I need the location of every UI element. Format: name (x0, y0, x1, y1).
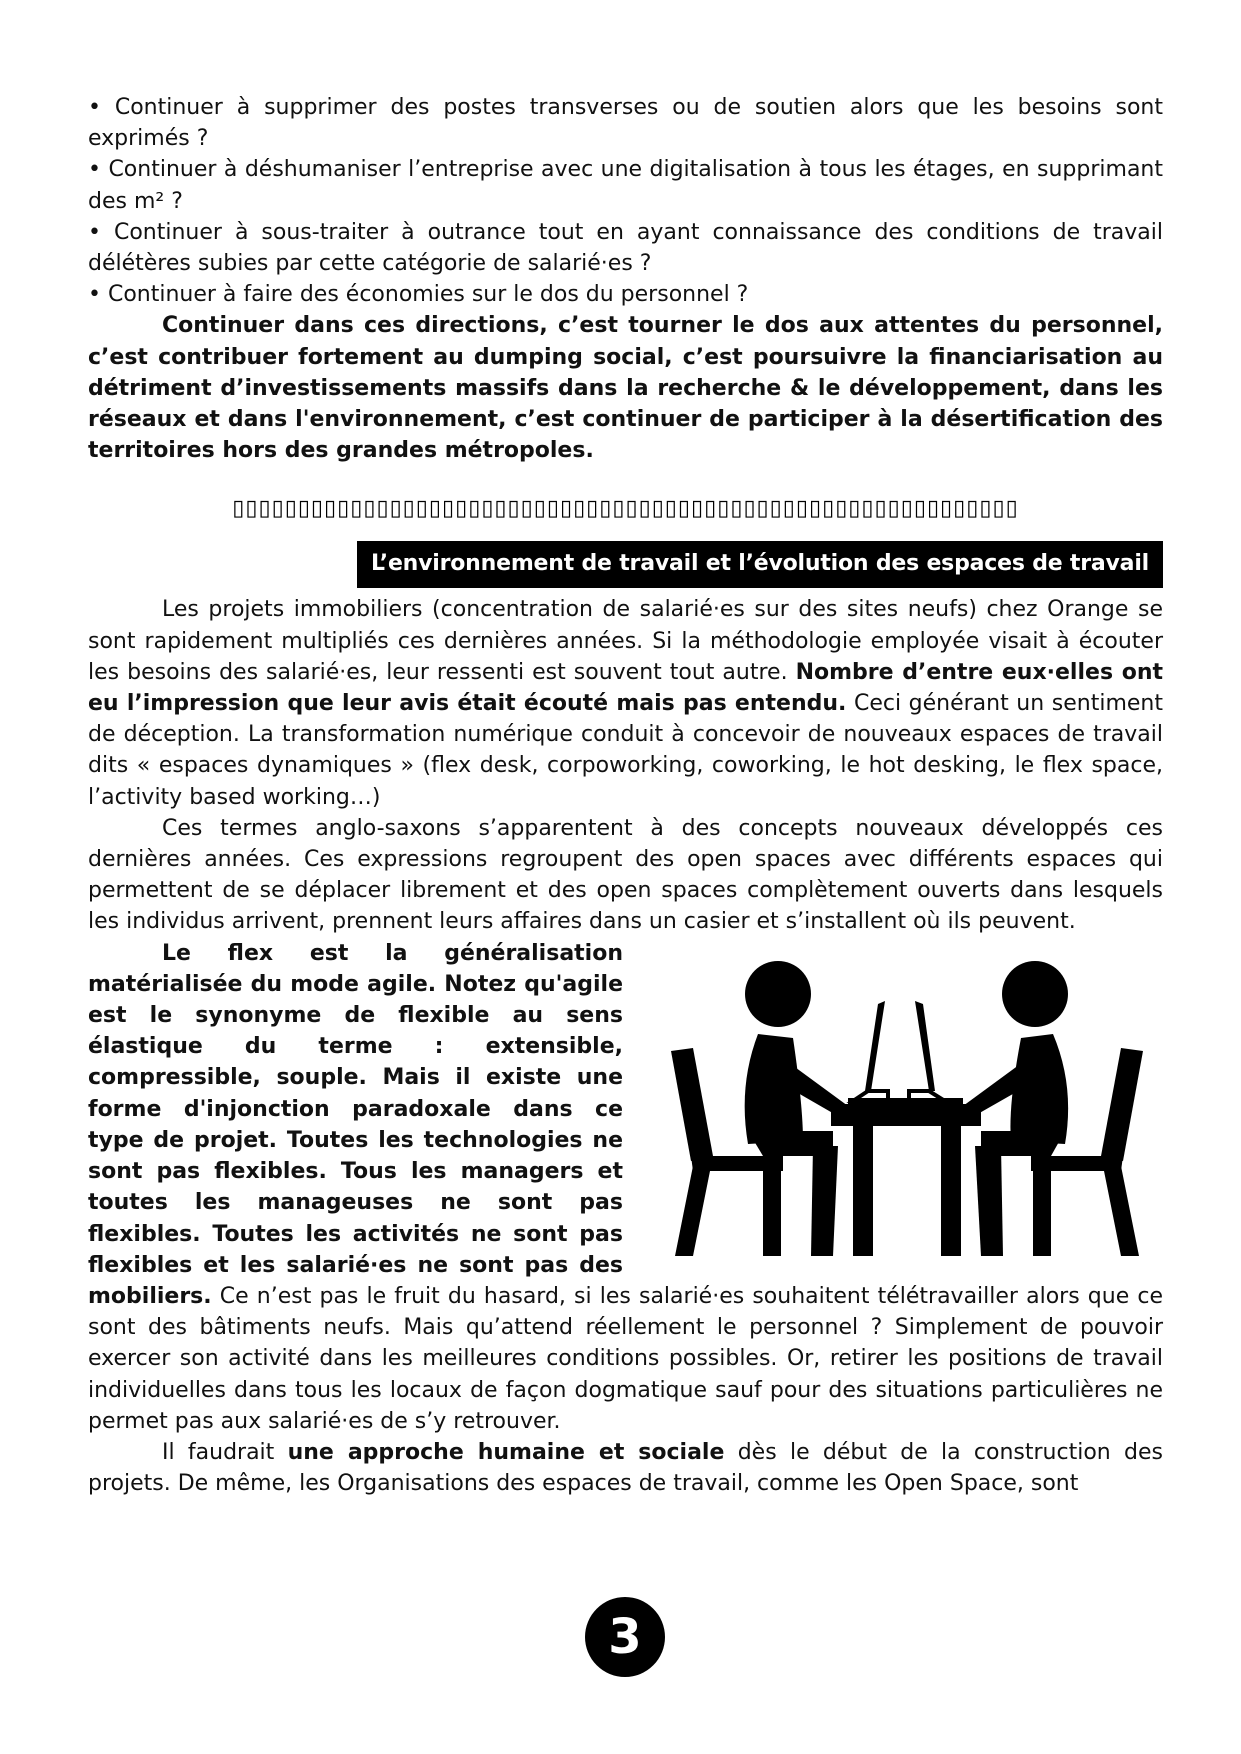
page-number-badge: 3 (585, 1597, 665, 1677)
bullet-item: • Continuer à supprimer des postes transverses ou de soutien alors que les besoins sont exprimés ? (88, 95, 1163, 152)
right-chair-leg-1 (1103, 1166, 1139, 1256)
left-monitor (865, 1001, 885, 1091)
desk-surface (848, 1098, 963, 1104)
table-leg-right (941, 1124, 961, 1256)
right-monitor (915, 1001, 935, 1091)
left-person-shin (811, 1146, 838, 1256)
section-title: L’environnement de travail et l’évolution des espaces de travail (357, 541, 1163, 588)
right-chair-back (1101, 1048, 1143, 1161)
paragraph-4-c: dès le début de la construction des projets. De même, les Organisations des espaces de travail, comme les Open Space, sont (88, 1439, 1163, 1497)
left-chair-back (671, 1048, 713, 1161)
conclusion-paragraph (88, 310, 1163, 466)
bullet-item: • Continuer à sous-traiter à outrance tout en ayant connaissance des conditions de travail délétères subies par cette catégorie de salarié·es ? (88, 219, 1163, 277)
table-top (831, 1104, 981, 1126)
coworking-illustration (653, 956, 1163, 1256)
paragraph-2: Ces termes anglo-saxons s’apparentent à des concepts nouveaux développés ces dernières années. Ces expressions regroupent des open spaces avec différents espaces qui permettent de se déplacer librement et des open spaces complètement ouverts dans lesquels les individus arrivent, prennent leurs affaires dans un casier et s’installent où ils peuvent. (88, 815, 1163, 935)
left-chair-leg-2 (763, 1166, 781, 1256)
right-chair-leg-2 (1033, 1166, 1051, 1256)
separator-line: ▯▯▯▯▯▯▯▯▯▯▯▯▯▯▯▯▯▯▯▯▯▯▯▯▯▯▯▯▯▯▯▯▯▯▯▯▯▯▯▯▯▯▯▯▯▯▯▯▯▯▯▯▯▯▯▯▯▯▯▯ (232, 496, 1019, 522)
left-person-head (745, 961, 811, 1027)
right-person-shin (975, 1146, 1003, 1256)
paragraph-4 (88, 1437, 1163, 1499)
section-heading-wrap (88, 541, 1163, 588)
paragraph-3-normal: Ce n’est pas le fruit du hasard, si les salarié·es souhaitent télétravailler alors que ce sont des bâtiments neufs. Mais qu’attend réellement le personnel ? Simplement de pouvoir exercer son activité dans les meilleures conditions possibles. Or, retirer les positions de travail individuelles dans tous les locaux de façon dogmatique sauf pour des situations particulières ne permet pas aux salarié·es de s’y retrouver. (88, 1283, 1163, 1434)
bullet-item: • Continuer à faire des économies sur le dos du personnel ? (88, 282, 749, 308)
paragraph-1-c: Ceci générant un sentiment de déception. La transformation numérique conduit à concevoir de nouveaux espaces de travail dits « espaces dynamiques » (flex desk, corpoworking, coworking, le hot desking, le flex space, l’activity based working…) (88, 691, 1163, 810)
paragraph-4-a: Il faudrait (162, 1439, 288, 1465)
paragraph-1-bold: Nombre d’entre eux·elles ont eu l’impression que leur avis était écouté mais pas entendu. (88, 659, 1164, 717)
right-person-head (1002, 961, 1068, 1027)
paragraph-1-a: Les projets immobiliers (concentration de salarié·es sur des sites neufs) chez Orange se sont rapidement multipliés ces dernières années. Si la méthodologie employée visait à écouter les besoins des salarié·es, leur ressenti est souvent tout autre. (88, 597, 1163, 685)
document-body (88, 92, 1163, 1499)
paragraph-4-bold: une approche humaine et sociale (287, 1439, 725, 1465)
paragraph-3-block (88, 938, 1163, 1437)
conclusion-text: Continuer dans ces directions, c’est tourner le dos aux attentes du personnel, c’est contribuer fortement au dumping social, c’est poursuivre la financiarisation au détriment d’investissements massifs dans la recherche & le développement, dans les réseaux et dans l'environnement, c’est continuer de participer à la désertification des territoires hors des grandes métropoles. (88, 313, 1163, 464)
bullet-item: • Continuer à déshumaniser l’entreprise avec une digitalisation à tous les étages, en supprimant des m² ? (88, 157, 1163, 214)
table-leg-left (853, 1124, 873, 1256)
paragraph-1 (88, 594, 1163, 812)
paragraph-3-bold: Le flex est la généralisation matérialisée du mode agile. Notez qu'agile est le synonyme de flexible au sens élastique du terme : extensible, compressible, souple. Mais il existe une forme d'injonction paradoxale dans ce type de projet. Toutes les technologies ne sont pas flexibles. Tous les managers et toutes les manageuses ne sont pas flexibles. Toutes les activités ne sont pas flexibles et les salarié·es ne sont pas des mobiliers. (88, 940, 623, 1309)
left-chair-leg-1 (675, 1166, 711, 1256)
